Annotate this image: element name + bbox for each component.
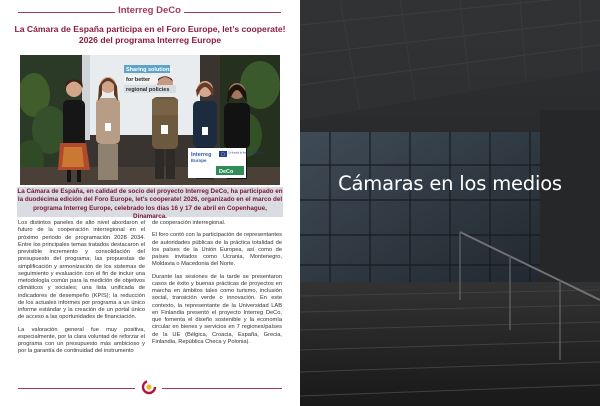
article-headline: La Cámara de España participa en el Foro Europe, let’s cooperate! 2026 del programa Interreg Europe	[14, 24, 286, 45]
chamber-logo-icon	[141, 378, 157, 396]
body-column-right	[152, 220, 282, 351]
footer-rule-right	[162, 388, 282, 389]
architecture-photo	[300, 0, 600, 406]
paragraph: Durante las sesiones de la tarde se presentaron casos de éxito y buenas prácticas de proyectos en marcha en ámbitos tales como turismo, inclusión social, transición verde o innovación. En este contexto, la representante de la Universidad LAB en Finlandia presentó el proyecto Interreg DeCo, que fomenta el diseño sostenible y la economía circular en bienes y servicios en 7 regiones/países de la UE (Bélgica, Croacia, España, Grecia, Finlandia, República Checa y Polonia).	[152, 273, 282, 345]
brand-label: Interreg DeCo	[118, 5, 181, 16]
paragraph: Los distintos paneles de alto nivel abordaron el futuro de la cooperación interregional en el próximo periodo de programación 2028 2034. Entre los principales temas tratados destacaron el previsible incremento y consolidación del presupuesto del programa; las propuestas de simplificación y armonización de los sistemas de seguimiento y evaluación con el fin de incluir una metodología común para la medición de objetivos climáticos y sociales; una lista unificada de indicadores de desempeño (KPIS); la reducción de los actuales informes por programa a un único informe estándar y la creación de un portal único de acceso a las oportunidades de financiación.	[18, 220, 145, 321]
footer-rule-left	[18, 388, 135, 389]
eu-flag-icon	[219, 151, 227, 157]
sign-line-1: Sharing solutions	[126, 67, 173, 73]
group-photo-illustration	[20, 55, 280, 185]
header-rule-right	[184, 12, 281, 13]
section-title: Cámaras en los medios	[338, 172, 562, 195]
sign-line-2: for better	[126, 77, 151, 83]
eu-cofunded-text: Co-funded by the European Union	[228, 151, 265, 155]
interreg-logo-text: Interreg	[191, 152, 212, 158]
europe-logo-text: Europe	[191, 158, 207, 163]
photo-caption: La Cámara de España, en calidad de socio del proyecto Interreg DeCo, ha participado en la duodécima edición del Foro Europe, let’s cooperate! 2026, organizado en el marco del programa Interreg Europe, celebrado los días 16 y 17 de abril en Copenhague, Dinamarca.	[17, 188, 283, 221]
body-column-left	[18, 220, 145, 361]
deco-logo-text: DeCo	[219, 169, 234, 175]
paragraph: de cooperación interregional.	[152, 220, 226, 226]
sign-line-3: regional policies	[126, 87, 170, 93]
paragraph: La valoración general fue muy positiva, especialmente, por la clara voluntad de reforzar el programa con un presupuesto más ambicioso y por la garantía de continuidad del instrumento	[18, 326, 145, 355]
header-rule-left	[18, 12, 115, 13]
paragraph: El foro contó con la participación de representantes de autoridades públicas de la práctica totalidad de los países de la Unión Europea, así como de países invitados como Ucrania, Montenegro, Moldavia o Macedonia del Norte.	[152, 232, 282, 268]
left-page	[0, 0, 299, 406]
group-photo	[20, 55, 280, 185]
right-page	[300, 0, 600, 406]
